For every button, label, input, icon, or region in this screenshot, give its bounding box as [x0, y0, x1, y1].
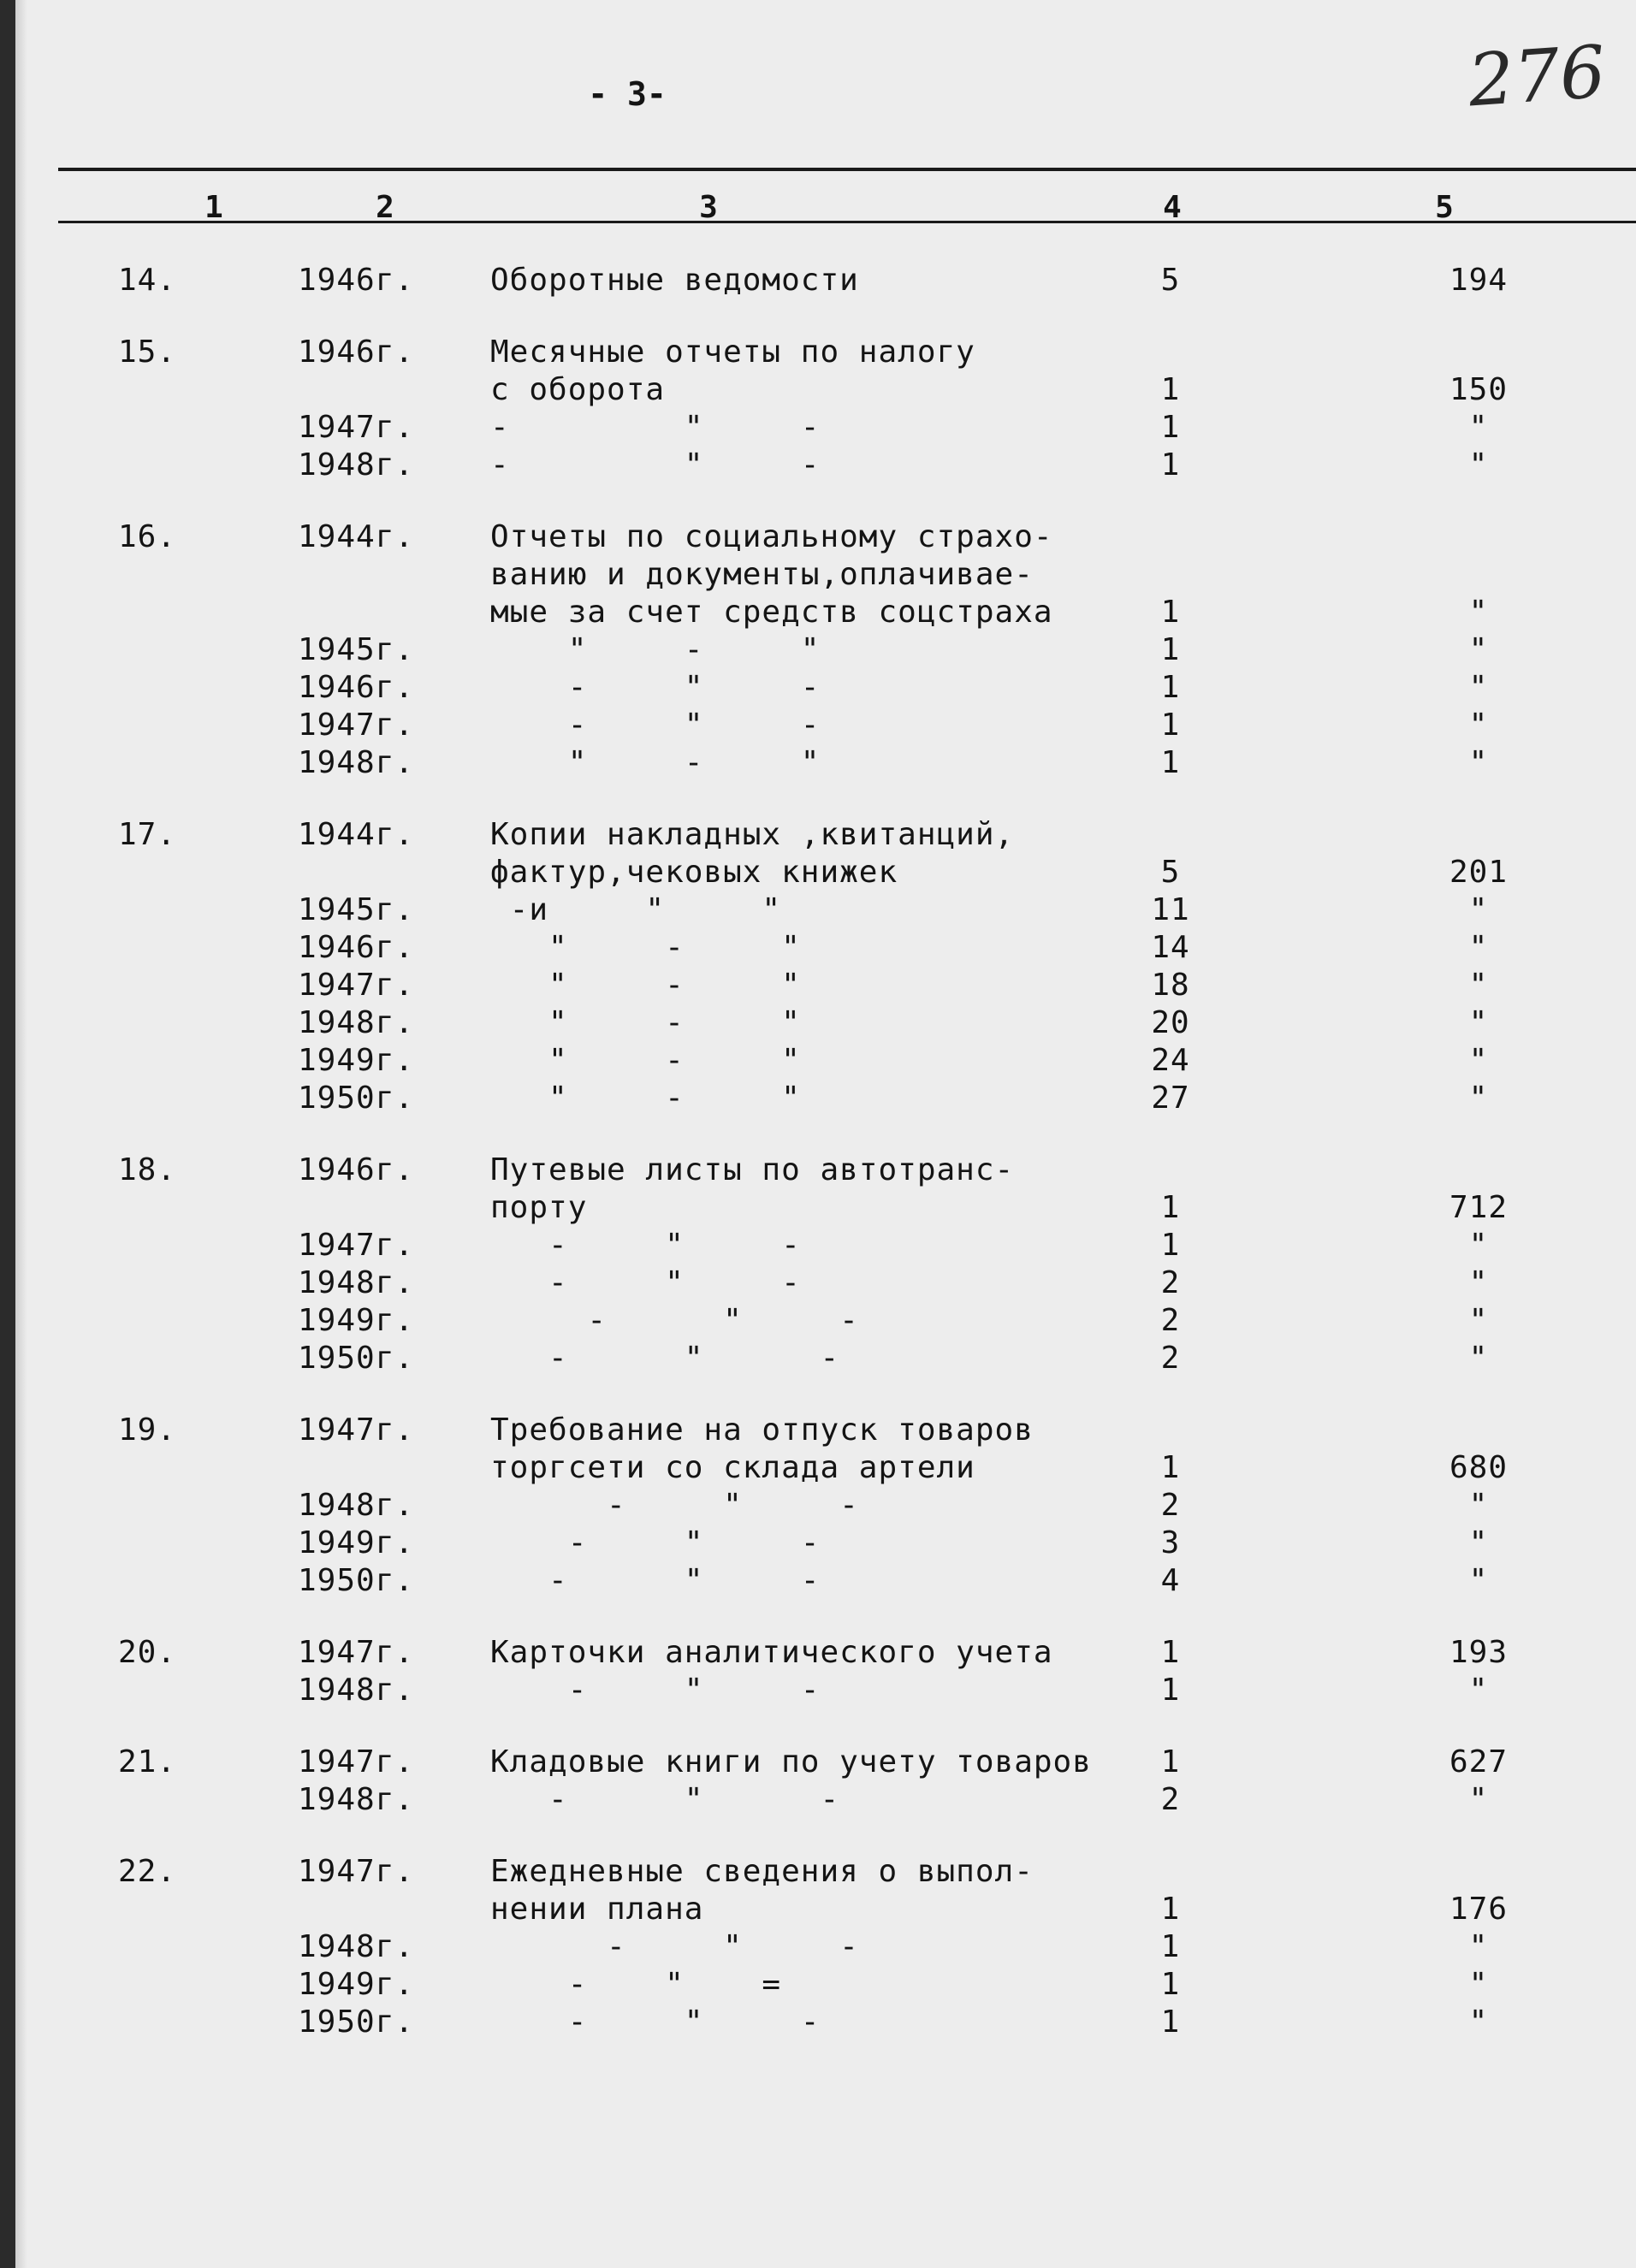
record-title: " - "	[490, 968, 801, 1003]
record-total: "	[1468, 1081, 1489, 1116]
record-total: "	[1468, 1341, 1489, 1376]
record-total: 193	[1449, 1635, 1509, 1670]
record-title: " - "	[490, 745, 821, 780]
record-count: 2	[1160, 1265, 1181, 1300]
header-bottom-rule	[58, 221, 1636, 223]
record-count: 1	[1160, 447, 1181, 483]
record-count: 1	[1160, 632, 1181, 667]
record-count: 27	[1151, 1081, 1190, 1116]
record-year: 1947г.	[298, 1744, 415, 1779]
record-total: "	[1468, 892, 1489, 927]
record-title: " - "	[490, 1005, 801, 1040]
record-total: "	[1468, 595, 1489, 630]
record-count: 5	[1160, 855, 1181, 890]
row-number: 14.	[118, 263, 177, 298]
record-title: - " -	[490, 1303, 859, 1338]
row-number: 15.	[118, 335, 177, 370]
record-total: "	[1468, 1673, 1489, 1708]
record-year: 1948г.	[298, 1005, 415, 1040]
record-count: 1	[1160, 1190, 1181, 1225]
record-title: с оборота	[490, 372, 666, 407]
column-header-2: 2	[376, 190, 394, 225]
record-title: -и " "	[490, 892, 782, 927]
archive-sheet-number: 276	[1465, 29, 1609, 123]
record-year: 1950г.	[298, 1081, 415, 1116]
record-total: "	[1468, 1043, 1489, 1078]
record-year: 1949г.	[298, 1525, 415, 1560]
record-total: "	[1468, 1488, 1489, 1523]
column-header-3: 3	[699, 190, 718, 225]
record-year: 1947г.	[298, 410, 415, 445]
record-count: 20	[1151, 1005, 1190, 1040]
record-count: 24	[1151, 1043, 1190, 1078]
record-count: 1	[1160, 1929, 1181, 1964]
row-number: 16.	[118, 519, 177, 554]
record-count: 1	[1160, 1635, 1181, 1670]
record-count: 1	[1160, 1892, 1181, 1927]
record-total: "	[1468, 1782, 1489, 1817]
record-year: 1950г.	[298, 1563, 415, 1598]
record-total: "	[1468, 670, 1489, 705]
record-count: 1	[1160, 1967, 1181, 2002]
record-total: 194	[1449, 263, 1509, 298]
record-year: 1948г.	[298, 1265, 415, 1300]
record-year: 1950г.	[298, 2004, 415, 2040]
record-count: 1	[1160, 372, 1181, 407]
record-total: "	[1468, 1228, 1489, 1263]
record-count: 2	[1160, 1341, 1181, 1376]
record-total: "	[1468, 2004, 1489, 2040]
record-year: 1948г.	[298, 1488, 415, 1523]
record-year: 1948г.	[298, 1782, 415, 1817]
record-year: 1948г.	[298, 447, 415, 483]
record-count: 1	[1160, 595, 1181, 630]
record-title: Отчеты по социальному страхо-	[490, 519, 1053, 554]
record-title: - " -	[490, 447, 821, 483]
record-title: - " -	[490, 1525, 821, 1560]
record-year: 1946г.	[298, 1152, 415, 1187]
record-year: 1949г.	[298, 1043, 415, 1078]
record-year: 1946г.	[298, 930, 415, 965]
row-number: 18.	[118, 1152, 177, 1187]
record-year: 1947г.	[298, 1635, 415, 1670]
record-total: "	[1468, 1005, 1489, 1040]
record-title: " - "	[490, 1081, 801, 1116]
record-year: 1946г.	[298, 263, 415, 298]
record-title: Копии накладных ,квитанций,	[490, 817, 1015, 852]
record-title: ванию и документы,оплачивае-	[490, 557, 1034, 592]
record-total: 627	[1449, 1744, 1509, 1779]
record-count: 1	[1160, 745, 1181, 780]
row-number: 19.	[118, 1412, 177, 1448]
record-title: - " -	[490, 708, 821, 743]
row-number: 20.	[118, 1635, 177, 1670]
record-title: - " -	[490, 1488, 859, 1523]
record-total: 201	[1449, 855, 1509, 890]
record-title: Путевые листы по автотранс-	[490, 1152, 1015, 1187]
record-title: " - "	[490, 632, 821, 667]
record-total: "	[1468, 1525, 1489, 1560]
record-total: "	[1468, 447, 1489, 483]
record-title: Ежедневные сведения о выпол-	[490, 1854, 1034, 1889]
record-title: Оборотные ведомости	[490, 263, 859, 298]
record-year: 1950г.	[298, 1341, 415, 1376]
record-count: 1	[1160, 1228, 1181, 1263]
column-header-5: 5	[1435, 190, 1454, 225]
record-year: 1947г.	[298, 968, 415, 1003]
record-year: 1946г.	[298, 335, 415, 370]
record-count: 1	[1160, 670, 1181, 705]
record-year: 1947г.	[298, 708, 415, 743]
record-total: "	[1468, 1929, 1489, 1964]
record-count: 11	[1151, 892, 1190, 927]
record-title: фактур,чековых книжек	[490, 855, 898, 890]
header-top-rule	[58, 168, 1636, 171]
record-title: - " -	[490, 1265, 801, 1300]
record-year: 1944г.	[298, 519, 415, 554]
record-title: " - "	[490, 1043, 801, 1078]
record-total: "	[1468, 632, 1489, 667]
record-total: "	[1468, 745, 1489, 780]
record-title: - " -	[490, 1782, 840, 1817]
record-title: мые за счет средств соцстраха	[490, 595, 1053, 630]
column-header-4: 4	[1163, 190, 1182, 225]
record-year: 1944г.	[298, 817, 415, 852]
record-count: 1	[1160, 410, 1181, 445]
record-total: 680	[1449, 1450, 1509, 1485]
record-title: - " =	[490, 1967, 782, 2002]
row-number: 22.	[118, 1854, 177, 1889]
record-title: Карточки аналитического учета	[490, 1635, 1053, 1670]
page-number: - 3-	[588, 75, 667, 113]
record-title: - " -	[490, 1563, 821, 1598]
record-total: "	[1468, 968, 1489, 1003]
record-count: 5	[1160, 263, 1181, 298]
record-count: 1	[1160, 2004, 1181, 2040]
record-title: нении плана	[490, 1892, 704, 1927]
column-header-1: 1	[204, 190, 223, 225]
archive-document-page	[15, 0, 1636, 2268]
record-year: 1949г.	[298, 1967, 415, 2002]
record-year: 1947г.	[298, 1228, 415, 1263]
record-title: - " -	[490, 410, 821, 445]
record-title: Месячные отчеты по налогу	[490, 335, 975, 370]
record-title: " - "	[490, 930, 801, 965]
record-year: 1947г.	[298, 1412, 415, 1448]
record-title: - " -	[490, 1228, 801, 1263]
record-title: - " -	[490, 1673, 821, 1708]
record-count: 1	[1160, 1744, 1181, 1779]
record-count: 4	[1160, 1563, 1181, 1598]
record-year: 1948г.	[298, 745, 415, 780]
record-total: 712	[1449, 1190, 1509, 1225]
record-year: 1945г.	[298, 892, 415, 927]
record-title: Требование на отпуск товаров	[490, 1412, 1034, 1448]
record-year: 1946г.	[298, 670, 415, 705]
record-count: 1	[1160, 1673, 1181, 1708]
record-count: 14	[1151, 930, 1190, 965]
record-year: 1948г.	[298, 1929, 415, 1964]
record-total: 150	[1449, 372, 1509, 407]
record-count: 2	[1160, 1488, 1181, 1523]
record-count: 2	[1160, 1303, 1181, 1338]
row-number: 17.	[118, 817, 177, 852]
record-count: 1	[1160, 708, 1181, 743]
record-total: "	[1468, 1967, 1489, 2002]
record-total: "	[1468, 1303, 1489, 1338]
record-title: Кладовые книги по учету товаров	[490, 1744, 1092, 1779]
record-total: 176	[1449, 1892, 1509, 1927]
record-total: "	[1468, 708, 1489, 743]
record-total: "	[1468, 1563, 1489, 1598]
record-total: "	[1468, 1265, 1489, 1300]
record-total: "	[1468, 930, 1489, 965]
record-count: 18	[1151, 968, 1190, 1003]
record-total: "	[1468, 410, 1489, 445]
record-count: 1	[1160, 1450, 1181, 1485]
record-year: 1947г.	[298, 1854, 415, 1889]
record-title: - " -	[490, 1929, 859, 1964]
record-title: - " -	[490, 1341, 840, 1376]
record-title: - " -	[490, 2004, 821, 2040]
record-count: 2	[1160, 1782, 1181, 1817]
row-number: 21.	[118, 1744, 177, 1779]
record-year: 1945г.	[298, 632, 415, 667]
record-year: 1949г.	[298, 1303, 415, 1338]
record-title: - " -	[490, 670, 821, 705]
record-year: 1948г.	[298, 1673, 415, 1708]
record-title: торгсети со склада артели	[490, 1450, 975, 1485]
record-count: 3	[1160, 1525, 1181, 1560]
record-title: порту	[490, 1190, 588, 1225]
